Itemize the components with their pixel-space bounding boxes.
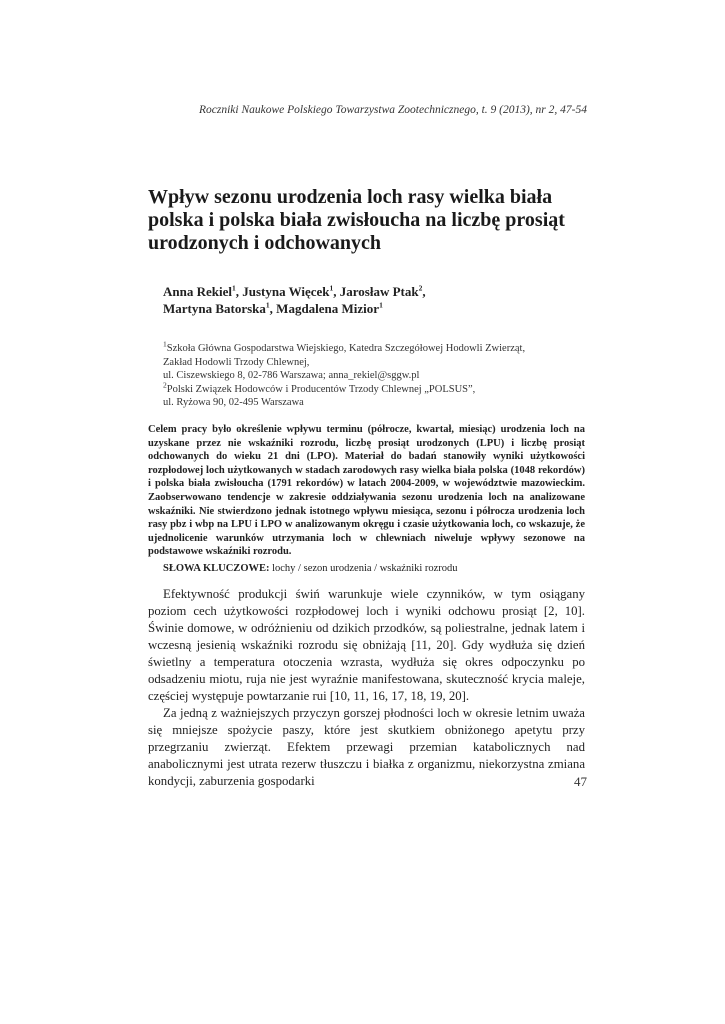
author-separator: , (333, 284, 340, 299)
affiliation-line (163, 380, 583, 397)
author-name: Jarosław Ptak (339, 284, 419, 299)
author-affiliation-mark: 2 (418, 283, 423, 293)
affiliation-mark: 1 (163, 339, 167, 349)
author-affiliation-mark: 1 (329, 283, 334, 293)
article-title: Wpływ sezonu urodzenia loch rasy wielka biała polska i polska biała zwisłoucha na liczbę prosiąt urodzonych i odchowanych (148, 186, 565, 254)
author-separator: , (235, 284, 243, 299)
affiliation-text: ul. Ciszewskiego 8, 02-786 Warszawa; anna_rekiel@sggw.pl (163, 370, 420, 381)
authors (163, 284, 583, 317)
affiliation-line (163, 369, 583, 383)
keywords-label: SŁOWA KLUCZOWE: (163, 563, 270, 574)
affiliation-text: ul. Ryżowa 90, 02-495 Warszawa (163, 397, 304, 408)
body-text (148, 586, 585, 790)
affiliation-line (163, 339, 583, 356)
affiliation-text: Polski Związek Hodowców i Producentów Trzody Chlewnej „POLSUS”, (166, 383, 476, 395)
author-name: Martyna Batorska (163, 300, 266, 316)
author-name: Anna Rekiel (163, 284, 232, 299)
author-affiliation-mark: 1 (231, 283, 236, 293)
affiliations (163, 339, 583, 410)
page-number: 47 (574, 774, 587, 789)
affiliation-line (163, 356, 583, 370)
body-paragraph: Efektywność produkcji świń warunkuje wiele czynników, w tym osiągany poziom cech użytkowości rozpłodowej loch i wyniki odchowu prosiąt [2, 10]. Świnie domowe, w odróżnieniu od dzikich przodków, są poliestralne, jednak latem i wczesną jesienią wskaźniki rozrodu się obniżają [11, 20]. Gdy wydłuża się dzień świetlny a temperatura otoczenia wzrasta, wydłuża się okres odpoczynku po odsadzeniu miotu, ruja nie jest wyraźnie manifestowana, skuteczność krycia maleje, częściej występuje powtarzanie rui [10, 11, 16, 17, 18, 19, 20]. (148, 587, 585, 703)
running-head: Roczniki Naukowe Polskiego Towarzystwa Zootechnicznego, t. 9 (2013), nr 2, 47-54 (199, 104, 587, 116)
abstract: Celem pracy było określenie wpływu terminu (półrocze, kwartał, miesiąc) urodzenia loch na uzyskane przez nie wskaźniki rozrodu, liczbę prosiąt urodzonych (LPU) i liczbę prosiąt odchowanych do wieku 21 dni (LPO). Materiał do badań stanowiły wyniki użytkowości rozpłodowej loch użytkowanych w stadach zarodowych rasy wielka biała polska (1048 rekordów) i polska biała zwisłoucha (1791 rekordów) w latach 2004-2009, w województwie mazowieckim. Zaobserwowano tendencje w zakresie oddziaływania sezonu urodzenia loch na analizowane wskaźniki. Nie stwierdzono jednak istotnego wpływu miesiąca, sezonu i półrocza urodzenia loch rasy pbz i wbp na LPU i LPO w analizowanym okręgu i czasie użytkowania loch, co wskazuje, że ujednolicenie warunków utrzymania loch w chlewniach niweluje wpływy sezonowe na podstawowe wskaźniki rozrodu. (148, 424, 585, 558)
author-name: Justyna Więcek (242, 284, 330, 299)
affiliation-line (163, 396, 583, 410)
affiliation-text: Zakład Hodowli Trzody Chlewnej, (163, 356, 310, 368)
author-separator: , (422, 284, 426, 299)
author-affiliation-mark: 1 (379, 300, 383, 310)
affiliation-mark: 2 (163, 380, 167, 389)
author-separator: , (269, 300, 277, 316)
author-name: Magdalena Mizior (276, 300, 380, 316)
keywords-list: lochy / sezon urodzenia / wskaźniki rozrodu (272, 563, 458, 574)
affiliation-text: Szkoła Główna Gospodarstwa Wiejskiego, Katedra Szczegółowej Hodowli Zwierząt, (166, 343, 526, 354)
body-paragraph: Za jedną z ważniejszych przyczyn gorszej płodności loch w okresie letnim uważa się mniejsze spożycie paszy, które jest skutkiem obniżonego apetytu przy przegrzaniu zwierząt. Efektem przewagi przemian katabolicznych nad anabolicznymi jest utrata rezerw tłuszczu i białka z organizmu, niekorzystna zmiana kondycji, zaburzenia gospodarki (148, 706, 585, 788)
keywords (163, 563, 583, 574)
author-affiliation-mark: 1 (265, 300, 270, 310)
